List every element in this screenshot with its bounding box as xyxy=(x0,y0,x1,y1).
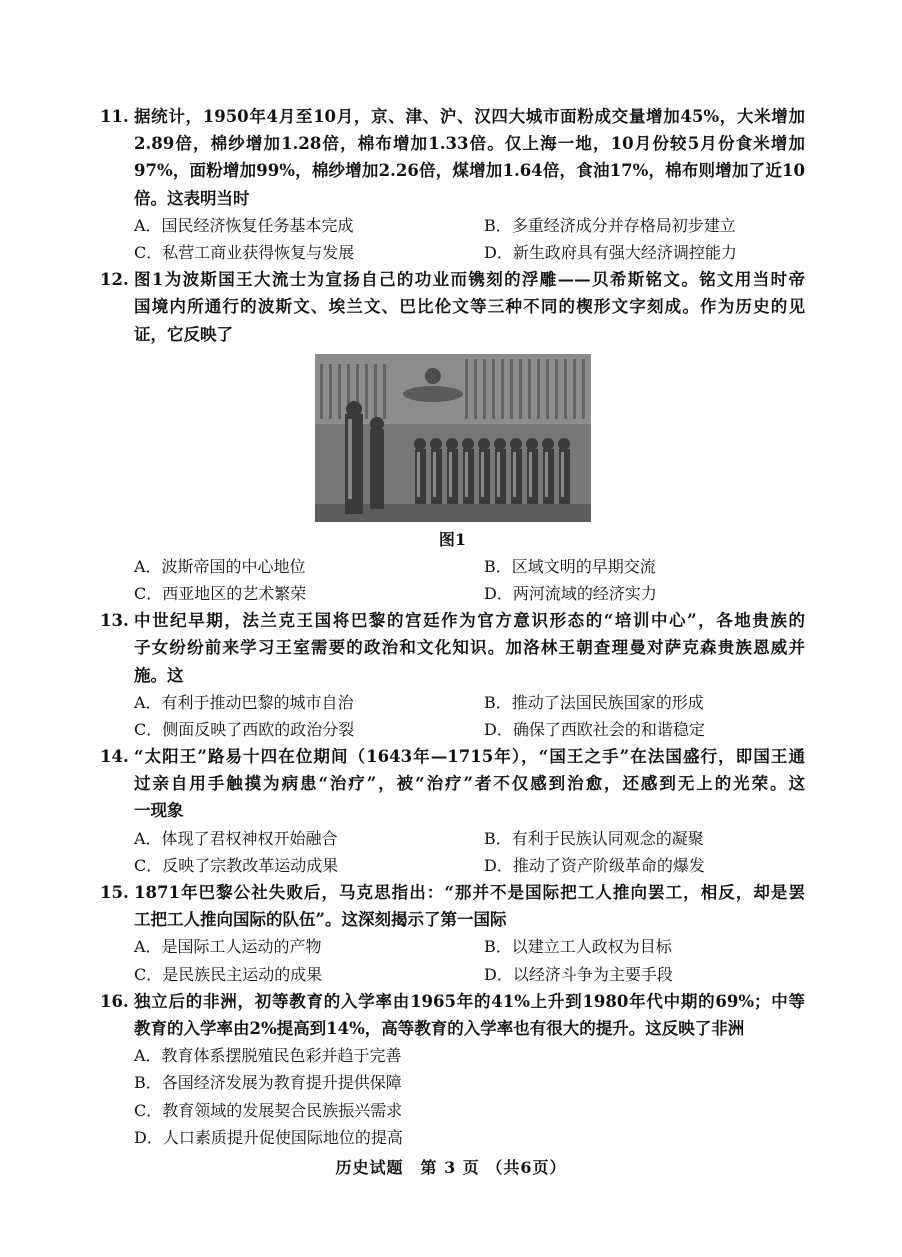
answer-options xyxy=(134,212,805,266)
question-stem-line: “太阳王”路易十四在位期间（1643年—1715年），“国王之手”在法国盛行，即国王通 xyxy=(134,747,805,767)
question-stem-line: 证，它反映了 xyxy=(134,324,233,344)
question-number: 16. xyxy=(100,991,129,1011)
question-16 xyxy=(100,988,805,1151)
question-stem-line: 过亲自用手触摸为病患“治疗”，被“治疗”者不仅感到治愈，还感到无上的光荣。这 xyxy=(134,774,805,794)
question-stem-line: 教育的入学率由2%提高到14%，高等教育的入学率也有很大的提升。这反映了非洲 xyxy=(134,1019,745,1039)
question-stem-line: 一现象 xyxy=(134,801,184,821)
option-b[interactable]: B．区域文明的早期交流 xyxy=(484,556,656,576)
option-c[interactable]: C．教育领域的发展契合民族振兴需求 xyxy=(134,1100,403,1120)
behistun-relief-image xyxy=(315,354,591,522)
question-stem-line: 图1为波斯国王大流士为宣扬自己的功业而镌刻的浮雕——贝希斯铭文。铭文用当时帝 xyxy=(134,270,805,290)
question-stem-line: 1871年巴黎公社失败后，马克思指出：“那并不是国际把工人推向罢工，相反，却是罢 xyxy=(134,883,805,903)
option-b[interactable]: B．各国经济发展为教育提升提供保障 xyxy=(134,1073,402,1093)
answer-options xyxy=(134,689,805,743)
question-stem-line: 独立后的非洲，初等教育的入学率由1965年的41%上升到1980年代中期的69%；中等 xyxy=(134,991,805,1011)
option-b[interactable]: B．多重经济成分并存格局初步建立 xyxy=(484,215,736,235)
figure-caption: 图1 xyxy=(438,529,467,549)
question-number: 12. xyxy=(100,270,129,290)
option-c[interactable]: C．私营工商业获得恢复与发展 xyxy=(134,242,355,262)
question-stem-line: 施。这 xyxy=(134,665,184,685)
page-footer: 历史试题 第 3 页 （共6页） xyxy=(335,1158,567,1177)
option-d[interactable]: D．两河流域的经济实力 xyxy=(484,583,657,603)
option-b[interactable]: B．以建立工人政权为目标 xyxy=(484,937,672,957)
option-c[interactable]: C．是民族民主运动的成果 xyxy=(134,964,323,984)
option-d[interactable]: D．推动了资产阶级革命的爆发 xyxy=(484,855,705,875)
option-a[interactable]: A．波斯帝国的中心地位 xyxy=(134,556,306,576)
option-d[interactable]: D．新生政府具有强大经济调控能力 xyxy=(484,242,737,262)
question-stem-line: 中世纪早期，法兰克王国将巴黎的宫廷作为官方意识形态的“培训中心”，各地贵族的 xyxy=(134,611,805,631)
question-stem-line: 97%，面粉增加99%，棉纱增加2.26倍，煤增加1.64倍，食油17%，棉布则增加了近10 xyxy=(134,161,805,181)
question-12 xyxy=(100,266,805,607)
option-a[interactable]: A．有利于推动巴黎的城市自治 xyxy=(134,692,354,712)
question-stem-line: 2.89倍，棉纱增加1.28倍，棉布增加1.33倍。仅上海一地，10月份较5月份食米增加 xyxy=(134,134,805,154)
answer-options xyxy=(134,553,805,607)
exam-page xyxy=(100,103,805,1151)
question-stem-line: 倍。这表明当时 xyxy=(134,188,250,208)
option-c[interactable]: C．侧面反映了西欧的政治分裂 xyxy=(134,719,355,739)
question-number: 14. xyxy=(100,747,129,767)
option-c[interactable]: C．反映了宗教改革运动成果 xyxy=(134,855,339,875)
option-a[interactable]: A．是国际工人运动的产物 xyxy=(134,937,322,957)
question-number: 11. xyxy=(100,107,129,126)
option-c[interactable]: C．西亚地区的艺术繁荣 xyxy=(134,583,307,603)
question-11 xyxy=(100,103,805,266)
question-stem-line: 子女纷纷前来学习王室需要的政治和文化知识。加洛林王朝查理曼对萨克森贵族恩威并 xyxy=(134,638,805,658)
question-stem-line: 工把工人推向国际的队伍”。这深刻揭示了第一国际 xyxy=(134,910,507,930)
question-stem-line: 国境内所通行的波斯文、埃兰文、巴比伦文等三种不同的楔形文字刻成。作为历史的见 xyxy=(134,297,805,317)
option-a[interactable]: A．国民经济恢复任务基本完成 xyxy=(134,215,354,235)
option-d[interactable]: D．确保了西欧社会的和谐稳定 xyxy=(484,719,705,739)
option-b[interactable]: B．推动了法国民族国家的形成 xyxy=(484,692,704,712)
option-b[interactable]: B．有利于民族认同观念的凝聚 xyxy=(484,828,704,848)
question-number: 13. xyxy=(100,611,129,631)
answer-options xyxy=(134,1042,805,1151)
option-a[interactable]: A．体现了君权神权开始融合 xyxy=(134,828,338,848)
option-a[interactable]: A．教育体系摆脱殖民色彩并趋于完善 xyxy=(134,1046,402,1066)
question-number: 15. xyxy=(100,883,129,903)
answer-options xyxy=(134,825,805,879)
question-15 xyxy=(100,879,805,988)
question-13 xyxy=(100,607,805,743)
option-d[interactable]: D．以经济斗争为主要手段 xyxy=(484,964,673,984)
question-stem-line: 据统计，1950年4月至10月，京、津、沪、汉四大城市面粉成交量增加45%，大米增加 xyxy=(134,107,805,126)
question-14 xyxy=(100,743,805,879)
answer-options xyxy=(134,933,805,987)
option-d[interactable]: D．人口素质提升促使国际地位的提高 xyxy=(134,1127,403,1147)
